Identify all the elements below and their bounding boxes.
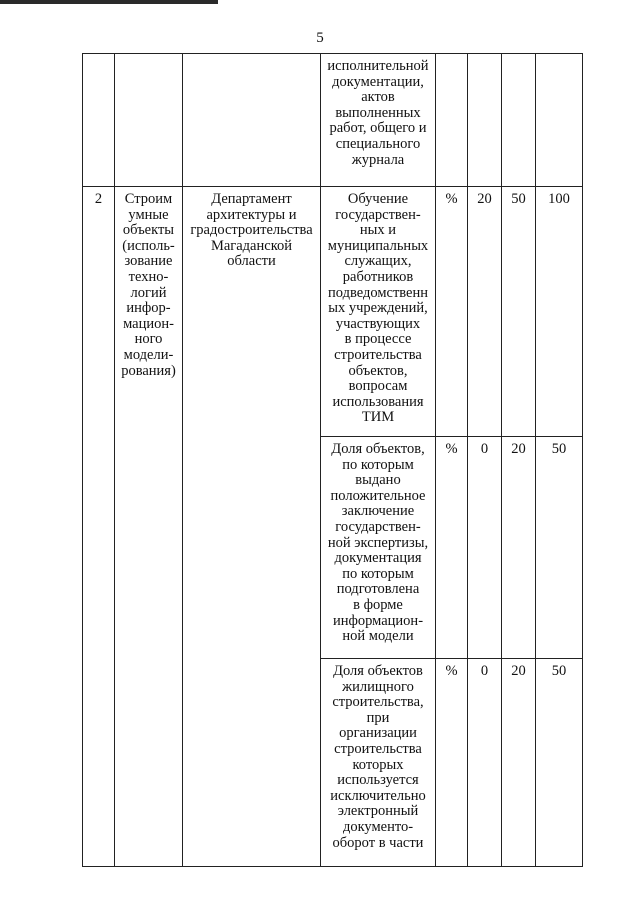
cell-unit: % [436,437,468,659]
cell-value: 50 [536,659,583,867]
cell-value: 20 [502,659,536,867]
cell-unit-empty [436,54,468,187]
cell-indicator: Доля объектов жилищного строительства, при организации строительства которых используется исключительно электронный документо- оборот в части [321,659,436,867]
table-row [83,54,583,187]
cell-value: 20 [502,437,536,659]
cell-value-empty [468,54,502,187]
cell-indicator: исполнительной документации, актов выполненных работ, общего и специального журнала [321,54,436,187]
cell-value: 50 [502,187,536,437]
cell-value: 100 [536,187,583,437]
cell-value-empty [502,54,536,187]
cell-value: 0 [468,437,502,659]
cell-indicator: Доля объектов, по которым выдано положительное заключение государствен- ной экспертизы, документация по которым подготовлена в форме информацион- ной модели [321,437,436,659]
scan-edge-bar [0,0,218,4]
cell-value: 0 [468,659,502,867]
cell-project-name: Строим умные объекты (исполь- зование техно- логий инфор- мацион- ного модели- рования) [115,187,183,867]
table-row [83,187,583,437]
cell-executor-empty [183,54,321,187]
cell-row-number: 2 [83,187,115,867]
cell-indicator: Обучение государствен- ных и муниципальных служащих, работников подведомственн ых учреждений, участвующих в процессе строительства объектов, вопросам использования ТИМ [321,187,436,437]
cell-unit: % [436,187,468,437]
cell-unit: % [436,659,468,867]
indicators-table [82,53,583,867]
page-number: 5 [316,30,324,46]
cell-executor: Департамент архитектуры и градостроительства Магаданской области [183,187,321,867]
cell-value: 50 [536,437,583,659]
cell-value-empty [536,54,583,187]
cell-number-empty [83,54,115,187]
cell-project-empty [115,54,183,187]
cell-value: 20 [468,187,502,437]
